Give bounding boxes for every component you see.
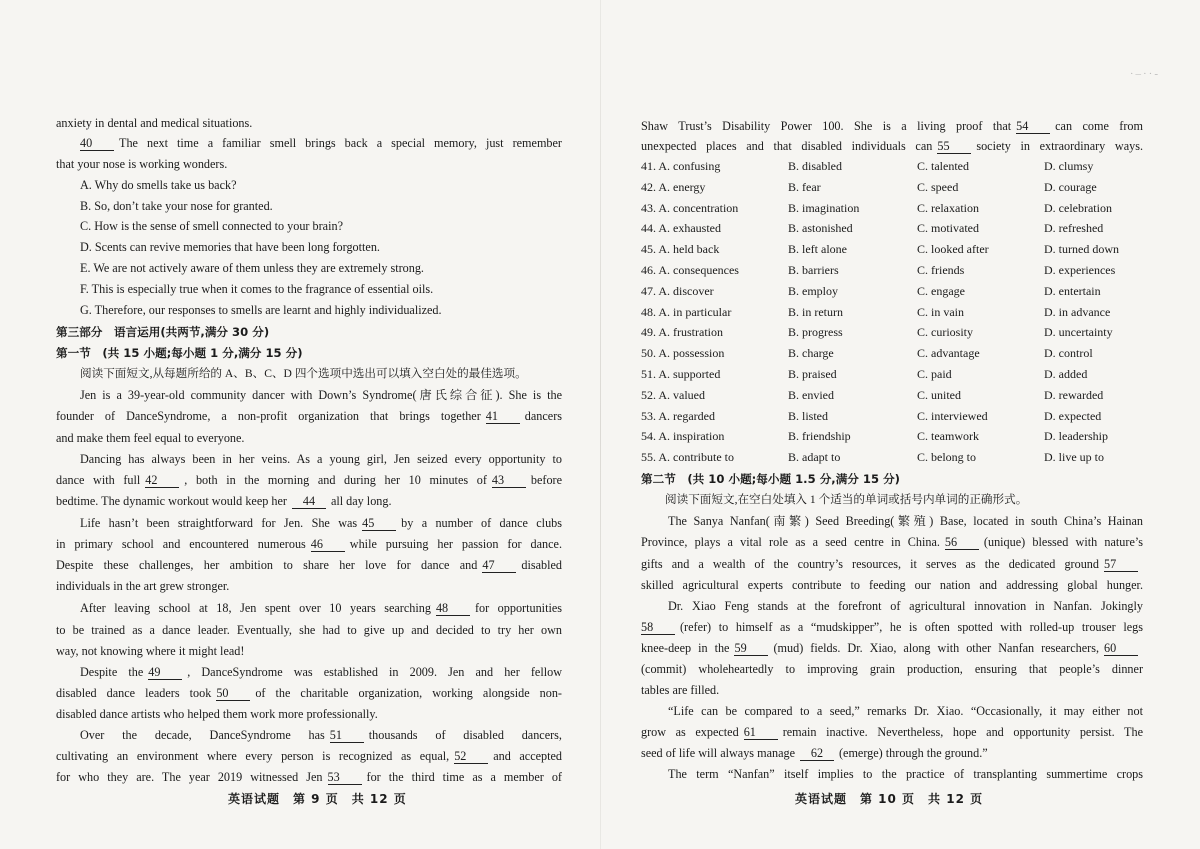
answer-blank-48[interactable]: 48 xyxy=(436,602,470,616)
choice-option-a[interactable]: 43. A. concentration xyxy=(641,200,739,215)
section2-heading: 第二节 (共 10 小题;每小题 1.5 分,满分 15 分) xyxy=(641,472,900,486)
choice-option-c[interactable]: C. curiosity xyxy=(917,325,973,340)
answer-blank-60[interactable]: 60 xyxy=(1104,642,1138,656)
choice-option-a[interactable]: 42. A. energy xyxy=(641,179,706,194)
option-f: F. This is especially true when it comes to the fragrance of essential oils. xyxy=(80,282,434,296)
choice-option-d[interactable]: D. experiences xyxy=(1044,263,1116,277)
choice-option-c[interactable]: C. motivated xyxy=(917,221,979,236)
passage-line: Life hasn’t been straightforward for Jen. She was 45 by a number of dance clubs xyxy=(80,516,562,530)
passage-line: disabled dance artists who helped them work more professionally. xyxy=(56,707,378,721)
choice-option-b[interactable]: B. friendship xyxy=(788,429,851,444)
answer-blank-46[interactable]: 46 xyxy=(311,538,345,552)
choice-option-b[interactable]: B. disabled xyxy=(788,159,842,173)
text-line: anxiety in dental and medical situations. xyxy=(56,116,253,130)
option-b: B. So, don’t take your nose for granted. xyxy=(80,199,273,213)
section1-heading: 第一节 (共 15 小题;每小题 1 分,满分 15 分) xyxy=(56,346,303,360)
choice-option-d[interactable]: D. uncertainty xyxy=(1044,325,1113,340)
choice-option-a[interactable]: 41. A. confusing xyxy=(641,159,721,173)
choice-option-d[interactable]: D. courage xyxy=(1044,179,1097,194)
answer-blank-61[interactable]: 61 xyxy=(744,726,778,740)
passage-line: Jen is a 39-year-old community dancer with Down’s Syndrome(唐氏综合征). She is the xyxy=(80,388,562,402)
answer-blank-47[interactable]: 47 xyxy=(482,559,516,573)
passage-line: Shaw Trust’s Disability Power 100. She is a living proof that 54 can come from xyxy=(641,119,1143,133)
choice-option-d[interactable]: D. clumsy xyxy=(1044,159,1094,173)
passage-line: After leaving school at 18, Jen spent over 10 years searching 48 for opportunities xyxy=(80,601,562,615)
passage-line: The Sanya Nanfan(南繁) Seed Breeding(繁殖) Base, located in south China’s Hainan xyxy=(668,514,1143,528)
option-d: D. Scents can revive memories that have been long forgotten. xyxy=(80,240,380,254)
passage-line: knee-deep in the 59 (mud) fields. Dr. Xiao, along with other Nanfan researchers, 60 xyxy=(641,640,1143,656)
passage-line: for who they are. The year 2019 witnessed Jen 53 for the third time as a member of xyxy=(56,770,562,784)
passage-line: The term “Nanfan” itself implies to the practice of transplanting summertime crops xyxy=(668,767,1143,781)
option-g: G. Therefore, our responses to smells are learnt and highly individualized. xyxy=(80,303,442,317)
choice-option-a[interactable]: 46. A. consequences xyxy=(641,263,739,277)
passage-line: grow as expected 61 remain inactive. Nevertheless, hope and opportunity persist. The xyxy=(641,725,1143,739)
choice-option-b[interactable]: B. astonished xyxy=(788,221,853,236)
choice-option-d[interactable]: D. added xyxy=(1044,367,1088,381)
choice-option-c[interactable]: C. engage xyxy=(917,283,965,298)
answer-blank-51[interactable]: 51 xyxy=(330,729,364,743)
choice-option-d[interactable]: D. rewarded xyxy=(1044,387,1104,402)
choice-option-a[interactable]: 51. A. supported xyxy=(641,367,721,381)
page-footer: 英语试题 第 10 页 共 12 页 xyxy=(795,792,984,806)
answer-blank-54[interactable]: 54 xyxy=(1016,120,1050,134)
choice-option-c[interactable]: C. relaxation xyxy=(917,200,979,215)
choice-option-c[interactable]: C. talented xyxy=(917,159,969,173)
passage-line: Province, plays a vital role as a seed centre in China. 56 (unique) blessed with nature’s xyxy=(641,535,1143,549)
passage-line: Dancing has always been in her veins. As a young girl, Jen seized every opportunity to xyxy=(80,452,562,466)
choice-option-a[interactable]: 45. A. held back xyxy=(641,242,720,257)
option-e: E. We are not actively aware of them unless they are extremely strong. xyxy=(80,261,424,275)
choice-option-d[interactable]: D. refreshed xyxy=(1044,221,1104,236)
choice-option-a[interactable]: 50. A. possession xyxy=(641,346,725,361)
passage-line: dance with full 42 , both in the morning and during her 10 minutes of 43 before xyxy=(56,473,562,487)
choice-option-b[interactable]: B. praised xyxy=(788,367,837,381)
answer-blank-44[interactable]: 44 xyxy=(292,495,326,509)
answer-blank-58[interactable]: 58 xyxy=(641,621,675,635)
passage-line: gifts and a wealth of the country’s resources, it serves as the dedicated ground 57 xyxy=(641,556,1143,572)
choice-option-a[interactable]: 53. A. regarded xyxy=(641,408,715,423)
page-footer: 英语试题 第 9 页 共 12 页 xyxy=(228,792,407,806)
choice-option-d[interactable]: D. expected xyxy=(1044,408,1102,423)
choice-option-a[interactable]: 48. A. in particular xyxy=(641,304,732,319)
passage-line: disabled dance leaders took 50 of the charitable organization, working alongside non- xyxy=(56,686,562,700)
page-fold xyxy=(600,0,601,849)
answer-blank-42[interactable]: 42 xyxy=(145,474,179,488)
choice-option-a[interactable]: 54. A. inspiration xyxy=(641,429,725,444)
choice-option-c[interactable]: C. speed xyxy=(917,179,959,194)
choice-option-b[interactable]: B. employ xyxy=(788,283,838,298)
choice-option-b[interactable]: B. imagination xyxy=(788,200,860,215)
passage-line: bedtime. The dynamic workout would keep her 44 all day long. xyxy=(56,494,392,508)
passage-line: in primary school and encountered numerous 46 while pursuing her passion for dance. xyxy=(56,537,562,551)
choice-option-c[interactable]: C. interviewed xyxy=(917,408,988,423)
choice-option-c[interactable]: C. in vain xyxy=(917,304,964,319)
passage-line: skilled agricultural experts contribute to feeding our nation and addressing global hunger. xyxy=(641,578,1143,592)
choice-option-c[interactable]: C. united xyxy=(917,387,961,402)
choice-option-b[interactable]: B. progress xyxy=(788,325,843,340)
answer-blank-55[interactable]: 55 xyxy=(937,140,971,154)
passage-line: way, not knowing where it might lead! xyxy=(56,644,245,658)
passage-line: founder of DanceSyndrome, a non-profit organization that brings together 41 dancers xyxy=(56,409,562,423)
passage-line: cultivating an environment where every person is recognized as equal, 52 and accepted xyxy=(56,749,562,763)
choice-option-b[interactable]: B. adapt to xyxy=(788,450,841,465)
passage-line: “Life can be compared to a seed,” remarks Dr. Xiao. “Occasionally, it may either not xyxy=(668,704,1143,718)
page-9 xyxy=(56,0,562,849)
page-10 xyxy=(641,0,1143,849)
choice-option-c[interactable]: C. paid xyxy=(917,367,952,381)
passage-line: Despite these challenges, her ambition to share her love for dance and 47 disabled xyxy=(56,558,562,572)
choice-option-d[interactable]: D. entertain xyxy=(1044,283,1101,298)
answer-blank-41[interactable]: 41 xyxy=(486,410,520,424)
answer-blank-59[interactable]: 59 xyxy=(734,642,768,656)
choice-option-a[interactable]: 47. A. discover xyxy=(641,283,714,298)
answer-blank-40[interactable]: 40 xyxy=(80,137,114,151)
passage-line: (commit) wholeheartedly to improving grain production, ensuring that people’s dinner xyxy=(641,662,1143,676)
part3-heading: 第三部分 语言运用(共两节,满分 30 分) xyxy=(56,325,270,339)
passage-line: seed of life will always manage 62 (emerge) through the ground.” xyxy=(641,746,988,760)
choice-option-b[interactable]: B. envied xyxy=(788,387,834,402)
choice-option-a[interactable]: 52. A. valued xyxy=(641,387,705,402)
scan-noise-mark: ·–··‑ xyxy=(1129,68,1160,80)
choice-option-d[interactable]: D. in advance xyxy=(1044,304,1111,319)
option-a: A. Why do smells take us back? xyxy=(80,178,237,192)
answer-blank-50[interactable]: 50 xyxy=(216,687,250,701)
passage-line: Despite the 49 , DanceSyndrome was established in 2009. Jen and her fellow xyxy=(80,665,562,679)
choice-option-d[interactable]: D. celebration xyxy=(1044,200,1112,215)
answer-blank-49[interactable]: 49 xyxy=(148,666,182,680)
choice-option-a[interactable]: 55. A. contribute to xyxy=(641,450,734,465)
passage-line: 58 (refer) to himself as a “mudskipper”, he is often spotted with rolled-up trouser legs xyxy=(641,620,1143,634)
choice-option-d[interactable]: D. leadership xyxy=(1044,429,1108,444)
section2-instruction: 阅读下面短文,在空白处填入 1 个适当的单词或括号内单词的正确形式。 xyxy=(665,493,1028,506)
answer-blank-53[interactable]: 53 xyxy=(328,771,362,785)
choice-option-c[interactable]: C. teamwork xyxy=(917,429,979,444)
answer-blank-43[interactable]: 43 xyxy=(492,474,526,488)
choice-option-b[interactable]: B. listed xyxy=(788,408,829,423)
answer-blank-62[interactable]: 62 xyxy=(800,747,834,761)
choice-option-b[interactable]: B. in return xyxy=(788,304,843,319)
passage-line: tables are filled. xyxy=(641,683,720,697)
answer-blank-45[interactable]: 45 xyxy=(362,517,396,531)
answer-blank-56[interactable]: 56 xyxy=(945,536,979,550)
choice-option-d[interactable]: D. live up to xyxy=(1044,450,1104,465)
choice-option-a[interactable]: 49. A. frustration xyxy=(641,325,723,340)
section1-instruction: 阅读下面短文,从每题所给的 A、B、C、D 四个选项中选出可以填入空白处的最佳选项。 xyxy=(80,367,527,380)
choice-option-b[interactable]: B. fear xyxy=(788,179,821,194)
choice-option-b[interactable]: B. barriers xyxy=(788,263,839,277)
passage-line: to be trained as a dance leader. Eventually, she had to give up and decided to try her own xyxy=(56,623,562,637)
choice-option-a[interactable]: 44. A. exhausted xyxy=(641,221,721,236)
choice-option-c[interactable]: C. advantage xyxy=(917,346,980,361)
text-line: 40 The next time a familiar smell brings back a special memory, just remember xyxy=(80,136,562,150)
answer-blank-57[interactable]: 57 xyxy=(1104,558,1138,572)
choice-option-c[interactable]: C. looked after xyxy=(917,242,989,257)
text-line: that your nose is working wonders. xyxy=(56,157,228,171)
option-c: C. How is the sense of smell connected to your brain? xyxy=(80,219,343,233)
passage-line: and make them feel equal to everyone. xyxy=(56,431,245,445)
choice-option-d[interactable]: D. turned down xyxy=(1044,242,1119,257)
answer-blank-52[interactable]: 52 xyxy=(454,750,488,764)
choice-option-b[interactable]: B. charge xyxy=(788,346,834,361)
passage-line: Dr. Xiao Feng stands at the forefront of agricultural innovation in Nanfan. Jokingly xyxy=(668,599,1143,613)
choice-option-c[interactable]: C. belong to xyxy=(917,450,976,465)
passage-line: individuals in the art grew stronger. xyxy=(56,579,230,593)
passage-line: unexpected places and that disabled individuals can 55 society in extraordinary ways. xyxy=(641,139,1143,153)
passage-line: Over the decade, DanceSyndrome has 51 thousands of disabled dancers, xyxy=(80,728,562,742)
choice-option-d[interactable]: D. control xyxy=(1044,346,1093,361)
choice-option-c[interactable]: C. friends xyxy=(917,263,965,277)
choice-option-b[interactable]: B. left alone xyxy=(788,242,847,257)
